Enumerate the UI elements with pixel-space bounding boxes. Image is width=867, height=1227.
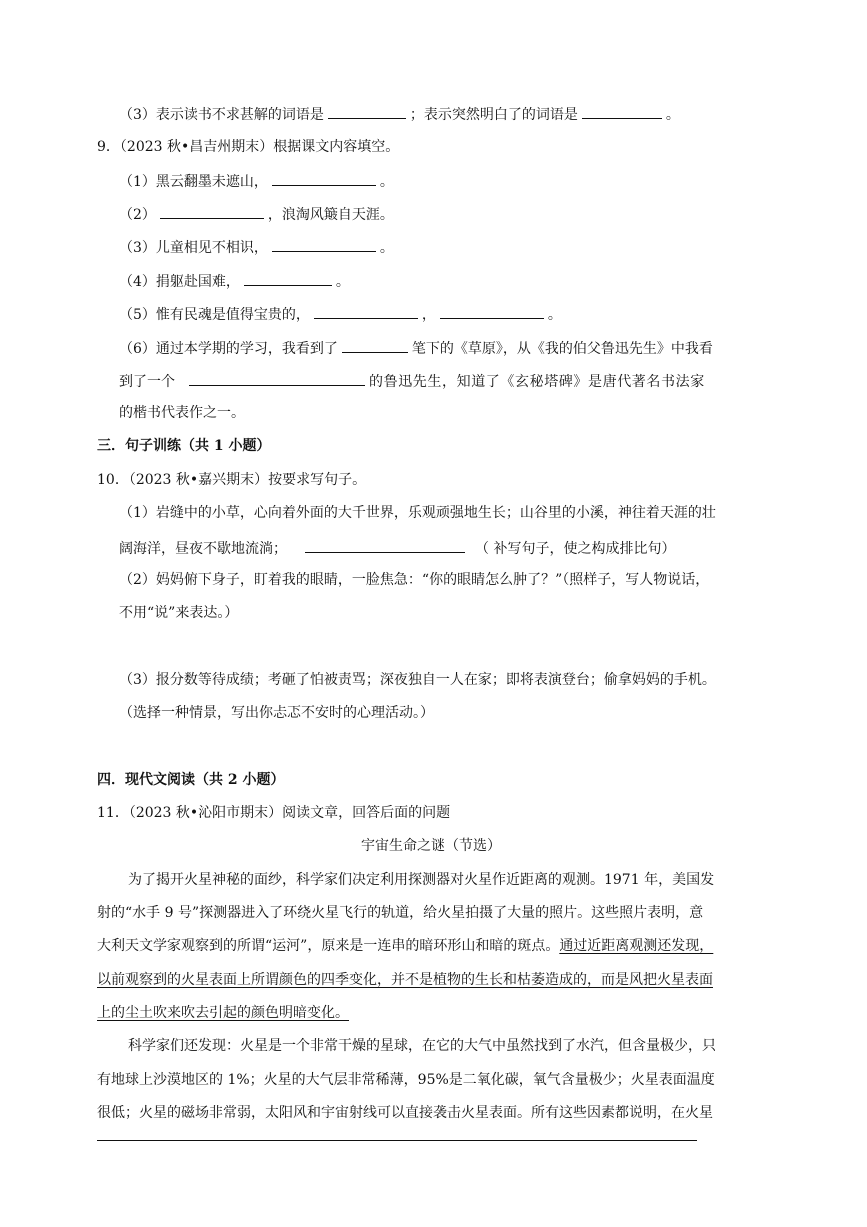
article-p1-line3-text: 大利天文学家观察到的所谓“运河”，原来是一连串的暗环形山和暗的斑点。 xyxy=(97,938,560,954)
q9-line-5-mid: ， xyxy=(421,307,436,323)
q11-stem: 11．（2023 秋•沁阳市期末）阅读文章，回答后面的问题 xyxy=(97,805,451,821)
q8-sub3-line xyxy=(119,103,680,125)
q8-sub3-text-a: （3）表示读书不求甚解的词语是 xyxy=(119,107,324,123)
q9-line-4-text: （4）捐躯赴国难， xyxy=(119,274,240,290)
article-p2-line3: 很低；火星的磁场非常弱，太阳风和宇宙射线可以直接袭击火星表面。所有这些因素都说明，在火星 xyxy=(97,1105,713,1121)
q10-sub3-line2: （选择一种情景，写出你忐忑不安时的心理活动。） xyxy=(119,705,434,721)
answer-blank[interactable] xyxy=(272,236,376,252)
section-3-title: 三．句子训练（共 1 小题） xyxy=(97,438,271,454)
q9-line-6a xyxy=(119,337,713,359)
footer-rule xyxy=(97,1140,697,1141)
q9-stem: 9．（2023 秋•昌吉州期末）根据课文内容填空。 xyxy=(97,139,400,155)
q9-line-3-end: 。 xyxy=(379,240,394,256)
q10-sub1-line1: （1）岩缝中的小草，心向着外面的大千世界，乐观顽强地生长；山谷里的小溪，神往着天涯的壮 xyxy=(119,505,716,521)
underlined-sentence: 通过近距离观测还发现， xyxy=(559,938,714,954)
answer-blank[interactable] xyxy=(440,303,544,319)
q9-line-6c: 的楷书代表作之一。 xyxy=(119,405,245,421)
q9-line-3 xyxy=(119,236,394,258)
q8-sub3-text-b: ；表示突然明白了的词语是 xyxy=(409,107,578,123)
q9-line-5-end: 。 xyxy=(547,307,562,323)
q10-sub2-line1: （2）妈妈俯下身子，盯着我的眼睛，一脸焦急：“你的眼睛怎么肿了？”（照样子，写人物说话， xyxy=(119,572,710,588)
q9-line-2 xyxy=(119,203,394,225)
q9-line-6-text-b: 笔下的《草原》，从《我的伯父鲁迅先生》中我看 xyxy=(411,341,713,357)
answer-blank[interactable] xyxy=(582,103,662,119)
article-p1-line3 xyxy=(97,936,713,956)
q9-line-5 xyxy=(119,303,562,325)
q9-line-6-text-a: （6）通过本学期的学习，我看到了 xyxy=(119,341,338,357)
q9-line-4-end: 。 xyxy=(335,274,350,290)
q9-line-6-text-d: 的鲁迅先生，知道了《玄秘塔碑》是唐代著名书法家 xyxy=(369,374,705,390)
q9-line-2-end: ，浪淘风簸自天涯。 xyxy=(267,207,394,223)
answer-blank[interactable] xyxy=(328,103,406,119)
q9-line-1-end: 。 xyxy=(379,174,394,190)
q9-line-3-text: （3）儿童相见不相识， xyxy=(119,240,268,256)
q9-line-5-text: （5）惟有民魂是值得宝贵的， xyxy=(119,307,310,323)
q9-line-1 xyxy=(119,170,394,192)
article-p2-line1: 科学家们还发现：火星是一个非常干燥的星球，在它的大气中虽然找到了水汽，但含量极少，只 xyxy=(128,1038,716,1054)
q10-sub1-line2 xyxy=(119,537,675,559)
answer-blank[interactable] xyxy=(272,170,376,186)
q9-line-6-text-c: 到了一个 xyxy=(119,374,175,390)
article-p1-line2: 射的“水手 9 号”探测器进入了环绕火星飞行的轨道，给火星拍摄了大量的照片。这些照片表明，意 xyxy=(97,905,704,921)
q9-line-4 xyxy=(119,270,350,292)
q9-line-1-text: （1）黑云翻墨未遮山， xyxy=(119,174,268,190)
article-p1-line1: 为了揭开火星神秘的面纱，科学家们决定利用探测器对火星作近距离的观测。1971 年，美国发 xyxy=(128,872,715,888)
q10-sub1-text: 阔海洋，昼夜不歇地流淌； xyxy=(119,541,287,557)
article-p1-line5: 上的尘土吹来吹去引起的颜色明暗变化。 xyxy=(97,1005,349,1021)
answer-blank[interactable] xyxy=(314,303,418,319)
article-title: 宇宙生命之谜（节选） xyxy=(361,838,501,854)
q9-line-6b xyxy=(119,370,705,392)
q10-sub2-line2: 不用“说”来表达。） xyxy=(119,605,239,621)
article-p2-line2: 有地球上沙漠地区的 1%；火星的大气层非常稀薄，95%是二氧化碳，氧气含量极少；火星表面温度 xyxy=(97,1072,715,1088)
answer-blank[interactable] xyxy=(305,537,465,553)
q10-sub1-hint: （ 补写句子，使之构成排比句） xyxy=(475,541,676,557)
q9-line-2-text: （2） xyxy=(119,207,156,223)
answer-blank[interactable] xyxy=(342,337,408,353)
answer-blank[interactable] xyxy=(189,370,365,386)
section-4-title: 四．现代文阅读（共 2 小题） xyxy=(97,772,285,788)
answer-blank[interactable] xyxy=(244,270,332,286)
q10-sub3-line1: （3）报分数等待成绩；考砸了怕被责骂；深夜独自一人在家；即将表演登台；偷拿妈妈的手机。 xyxy=(119,672,716,688)
article-p1-line4: 以前观察到的火星表面上所谓颜色的四季变化，并不是植物的生长和枯萎造成的，而是风把火星表面 xyxy=(97,972,713,988)
q8-sub3-text-c: 。 xyxy=(665,107,680,123)
answer-blank[interactable] xyxy=(160,203,264,219)
q10-stem: 10．（2023 秋•嘉兴期末）按要求写句子。 xyxy=(97,472,367,488)
